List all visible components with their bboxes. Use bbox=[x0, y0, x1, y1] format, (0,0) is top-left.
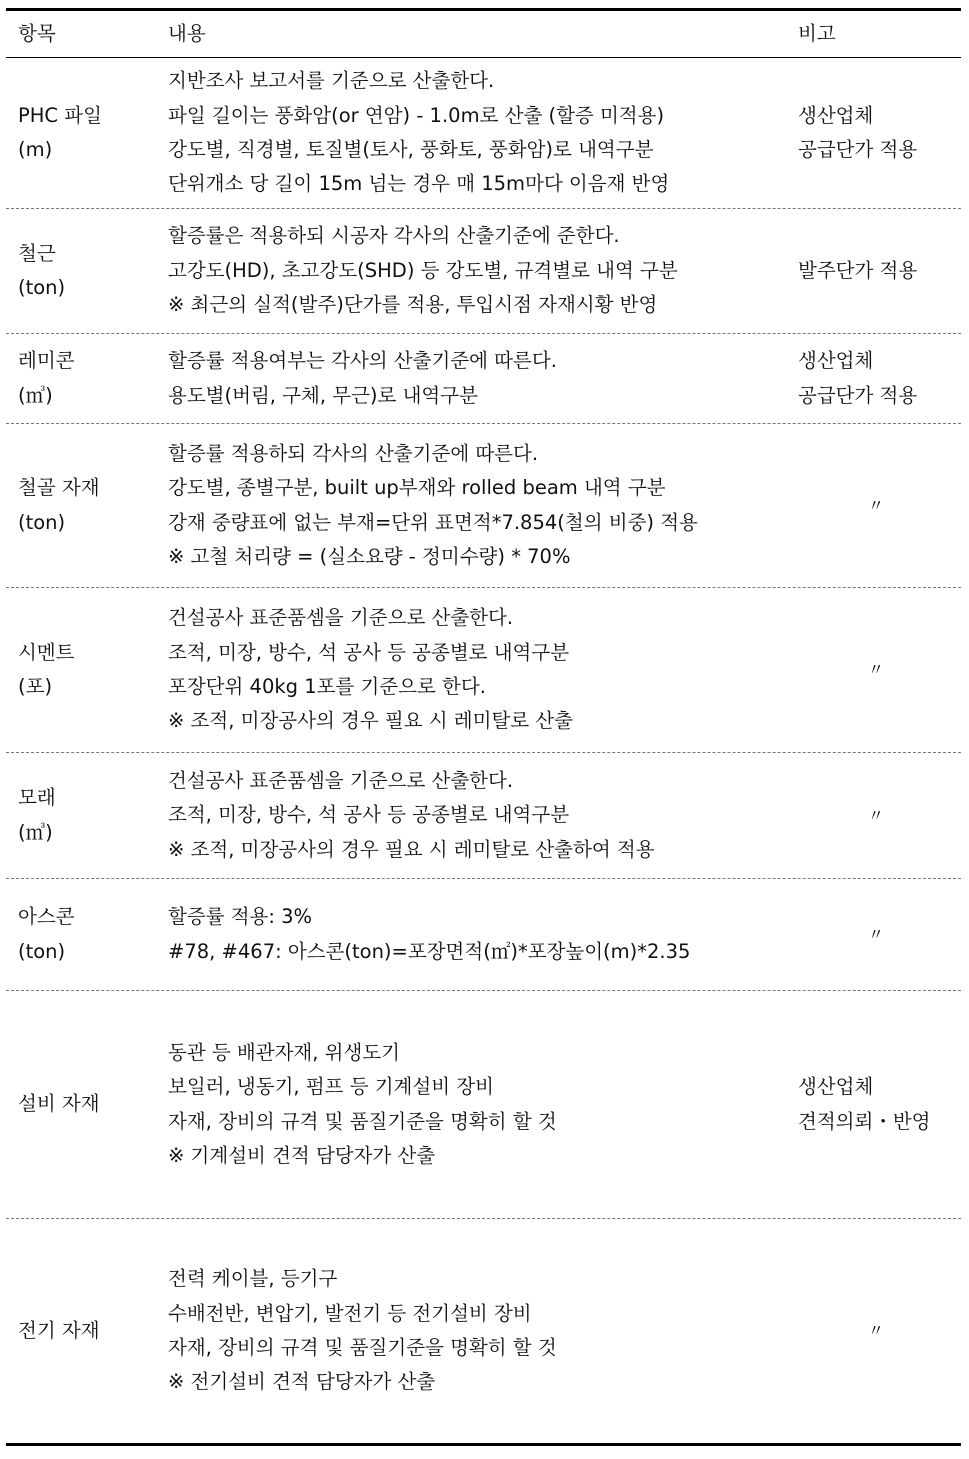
content-cell bbox=[168, 334, 778, 423]
note-cell bbox=[836, 879, 916, 990]
item-unit: (ton) bbox=[18, 939, 66, 963]
item-unit: (m) bbox=[18, 138, 53, 161]
item-cell bbox=[18, 424, 158, 587]
item-unit: (㎥) bbox=[18, 820, 53, 844]
ditto-mark: 〃 bbox=[867, 495, 884, 515]
table-row-steel-frame bbox=[6, 424, 961, 588]
content-line: 할증률 적용여부는 각사의 산출기준에 따른다. bbox=[168, 349, 557, 373]
note-line: 생산업체 bbox=[798, 1075, 874, 1099]
note-cell bbox=[798, 58, 958, 208]
item-name: PHC 파일 bbox=[18, 103, 102, 127]
content-line: 포장단위 40kg 1포를 기준으로 한다. bbox=[168, 675, 486, 698]
materials-table bbox=[6, 8, 961, 1446]
ditto-mark: 〃 bbox=[867, 1321, 884, 1340]
item-cell bbox=[18, 334, 158, 423]
content-line: 보일러, 냉동기, 펌프 등 기계설비 장비 bbox=[168, 1075, 494, 1099]
content-line: ※ 고철 처리량 = (실소요량 - 정미수량) * 70% bbox=[168, 544, 571, 568]
table-row-remicon bbox=[6, 334, 961, 424]
item-unit: (ton) bbox=[18, 510, 66, 534]
note-line: 공급단가 적용 bbox=[798, 383, 918, 407]
table-row-sand bbox=[6, 753, 961, 879]
content-line: 자재, 장비의 규격 및 품질기준을 명확히 할 것 bbox=[168, 1336, 557, 1359]
content-line: ※ 기계설비 견적 담당자가 산출 bbox=[168, 1143, 436, 1167]
content-line: 강재 중량표에 없는 부재=단위 표면적*7.854(철의 비중) 적용 bbox=[168, 510, 698, 534]
note-cell bbox=[798, 991, 958, 1218]
content-line: 지반조사 보고서를 기준으로 산출한다. bbox=[168, 69, 495, 93]
item-name: 설비 자재 bbox=[18, 1092, 100, 1116]
table-row-electrical-materials bbox=[6, 1219, 961, 1443]
content-line: 강도별, 직경별, 토질별(토사, 풍화토, 풍화암)로 내역구분 bbox=[168, 138, 654, 161]
table-header bbox=[6, 11, 961, 58]
header-item: 항목 bbox=[18, 22, 56, 45]
table-row-ascon bbox=[6, 879, 961, 991]
table-row-mechanical-materials bbox=[6, 991, 961, 1219]
content-cell bbox=[168, 58, 778, 208]
note-cell bbox=[836, 588, 916, 752]
item-cell bbox=[18, 58, 158, 208]
content-line: 전력 케이블, 등기구 bbox=[168, 1267, 338, 1291]
content-cell bbox=[168, 424, 778, 587]
ditto-mark: 〃 bbox=[867, 805, 884, 825]
content-line: 할증률은 적용하되 시공자 각사의 산출기준에 준한다. bbox=[168, 224, 620, 248]
table-row-cement bbox=[6, 588, 961, 753]
item-cell bbox=[18, 209, 158, 333]
content-line: 용도별(버림, 구체, 무근)로 내역구분 bbox=[168, 383, 478, 407]
content-cell bbox=[168, 209, 778, 333]
item-unit: (포) bbox=[18, 675, 53, 698]
content-cell bbox=[168, 588, 778, 752]
table-row-phc-pile bbox=[6, 58, 961, 209]
note-cell bbox=[836, 753, 916, 878]
header-content: 내용 bbox=[168, 22, 206, 45]
content-line: #78, #467: 아스콘(ton)=포장면적(㎡)*포장높이(m)*2.35 bbox=[168, 939, 691, 963]
ditto-mark: 〃 bbox=[867, 660, 884, 679]
item-cell bbox=[18, 879, 158, 990]
note-cell bbox=[798, 334, 958, 423]
content-line: 단위개소 당 길이 15m 넘는 경우 매 15m마다 이음재 반영 bbox=[168, 172, 670, 196]
content-line: 동관 등 배관자재, 위생도기 bbox=[168, 1040, 401, 1064]
content-line: 할증률 적용: 3% bbox=[168, 905, 313, 929]
item-unit: (ton) bbox=[18, 276, 66, 299]
note-line: 생산업체 bbox=[798, 349, 874, 373]
content-line: ※ 조적, 미장공사의 경우 필요 시 레미탈로 산출하여 적용 bbox=[168, 837, 655, 861]
content-line: 조적, 미장, 방수, 석 공사 등 공종별로 내역구분 bbox=[168, 803, 570, 827]
content-cell bbox=[168, 753, 778, 878]
content-cell bbox=[168, 1219, 778, 1443]
item-name: 시멘트 bbox=[18, 640, 75, 664]
item-name: 전기 자재 bbox=[18, 1318, 100, 1342]
content-line: 강도별, 종별구분, built up부재와 rolled beam 내역 구분 bbox=[168, 476, 666, 500]
table-row-rebar bbox=[6, 209, 961, 334]
content-line: ※ 전기설비 견적 담당자가 산출 bbox=[168, 1370, 436, 1394]
content-line: 건설공사 표준품셈을 기준으로 산출한다. bbox=[168, 606, 514, 630]
header-note: 비고 bbox=[798, 22, 836, 45]
note-line: 견적의뢰・반영 bbox=[798, 1109, 931, 1133]
content-line: 할증률 적용하되 각사의 산출기준에 따른다. bbox=[168, 441, 539, 465]
item-cell bbox=[18, 1219, 158, 1443]
content-line: 고강도(HD), 초고강도(SHD) 등 강도별, 규격별로 내역 구분 bbox=[168, 258, 678, 282]
content-line: ※ 조적, 미장공사의 경우 필요 시 레미탈로 산출 bbox=[168, 709, 573, 733]
note-line: 생산업체 bbox=[798, 103, 874, 127]
content-line: 수배전반, 변압기, 발전기 등 전기설비 장비 bbox=[168, 1301, 532, 1325]
item-name: 모래 bbox=[18, 786, 56, 810]
item-name: 레미콘 bbox=[18, 349, 75, 373]
content-line: 건설공사 표준품셈을 기준으로 산출한다. bbox=[168, 768, 514, 792]
content-cell bbox=[168, 879, 778, 990]
item-cell bbox=[18, 753, 158, 878]
note-cell bbox=[836, 424, 916, 587]
item-name: 아스콘 bbox=[18, 905, 75, 929]
content-line: 파일 길이는 풍화암(or 연암) - 1.0m로 산출 (할증 미적용) bbox=[168, 103, 665, 127]
item-cell bbox=[18, 991, 158, 1218]
content-line: 자재, 장비의 규격 및 품질기준을 명확히 할 것 bbox=[168, 1109, 557, 1133]
item-name: 철근 bbox=[18, 241, 56, 265]
note-line: 발주단가 적용 bbox=[798, 258, 918, 282]
note-line: 공급단가 적용 bbox=[798, 138, 918, 161]
item-name: 철골 자재 bbox=[18, 476, 100, 500]
item-cell bbox=[18, 588, 158, 752]
content-line: ※ 최근의 실적(발주)단가를 적용, 투입시점 자재시황 반영 bbox=[168, 293, 658, 317]
note-cell bbox=[836, 1219, 916, 1443]
item-unit: (㎥) bbox=[18, 383, 53, 407]
ditto-mark: 〃 bbox=[867, 924, 884, 944]
content-line: 조적, 미장, 방수, 석 공사 등 공종별로 내역구분 bbox=[168, 640, 570, 664]
note-cell bbox=[798, 209, 958, 333]
content-cell bbox=[168, 991, 778, 1218]
